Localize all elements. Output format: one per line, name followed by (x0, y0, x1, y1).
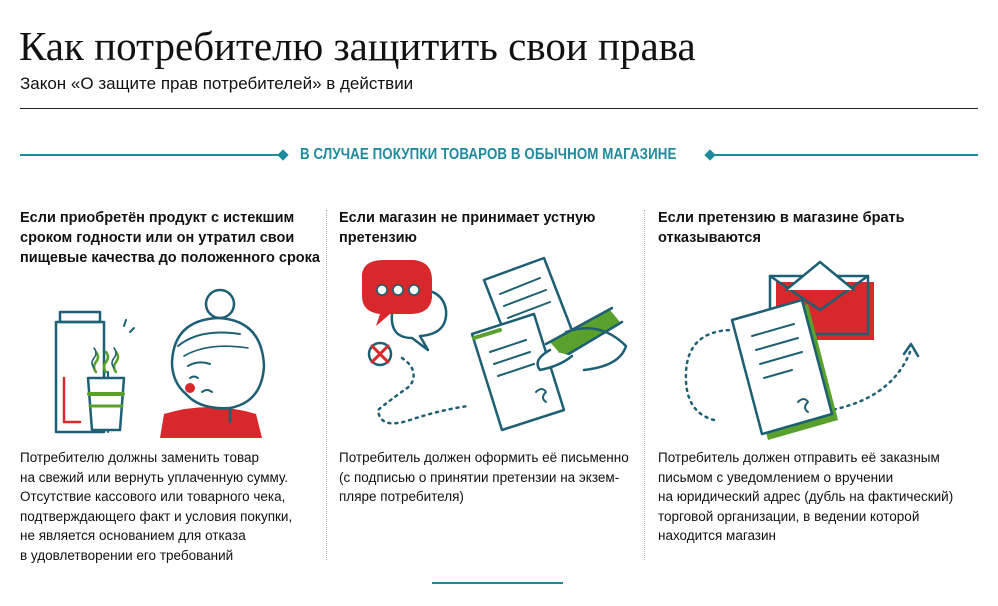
title-line: Если приобретён продукт с истекшим (20, 210, 295, 226)
title-line: претензию (339, 230, 417, 246)
section-heading: В СЛУЧАЕ ПОКУПКИ ТОВАРОВ В ОБЫЧНОМ МАГАЗИНЕ (300, 146, 677, 163)
text-line: письмом с уведомлением о вручении (658, 469, 894, 485)
dotted-path (378, 358, 468, 423)
dotted-path (686, 330, 730, 420)
text-line: находится магазин (658, 528, 776, 543)
text-line: торговой организации, в ведении которой (658, 508, 920, 524)
mail-claim-illustration (670, 252, 930, 444)
text-line: Потребитель должен оформить её письменно (339, 450, 629, 465)
text-line: Отсутствие кассового или товарного чека, (20, 489, 286, 504)
text-line: на свежий или вернуть уплаченную сумму. (20, 469, 289, 485)
title-line: сроком годности или он утратил свои (20, 230, 295, 246)
title-line: Если претензию в магазине брать (658, 210, 905, 226)
column-3-text (658, 448, 958, 546)
section-line-right (712, 154, 978, 156)
text-line: в удовлетворении его требований (20, 547, 234, 563)
title-line: отказываются (658, 230, 761, 246)
text-line: не является основанием для отказа (20, 528, 246, 543)
column-3-title (658, 208, 958, 248)
section-line-left (20, 154, 282, 156)
header-divider (20, 108, 978, 109)
text-line: на юридический адрес (дубль на фактический) (658, 489, 954, 504)
text-line: (с подписью о принятии претензии на экзем- (339, 469, 620, 485)
column-divider (644, 210, 645, 560)
column-divider (326, 210, 327, 560)
arrow-up-icon (904, 344, 918, 356)
spoiled-milk-icon (56, 312, 134, 432)
section-diamond-left (277, 149, 288, 160)
title-line: пищевые качества до положенного срока (20, 250, 320, 266)
title-line: Если магазин не принимает устную (339, 210, 596, 226)
document-signing-icon (472, 258, 626, 430)
column-2-title (339, 208, 639, 248)
column-1-text (20, 448, 320, 565)
page-title: Как потребителю защитить свои права (19, 23, 696, 69)
text-line: Потребителю должны заменить товар (20, 450, 260, 465)
text-line: подтверждающего факт и условия покупки, (20, 508, 293, 524)
spoiled-food-illustration (40, 282, 300, 442)
column-1-title (20, 208, 320, 268)
text-line: Потребитель должен отправить её заказным (658, 450, 940, 465)
text-line: пляре потребителя) (339, 489, 464, 504)
column-2-text (339, 448, 639, 507)
cross-icon (369, 343, 391, 365)
speech-bubble-icon (362, 260, 446, 350)
footer-rule (432, 582, 563, 584)
page-subtitle: Закон «О защите прав потребителей» в действии (20, 74, 414, 93)
sick-woman-icon (160, 290, 264, 438)
written-claim-illustration (350, 250, 640, 440)
